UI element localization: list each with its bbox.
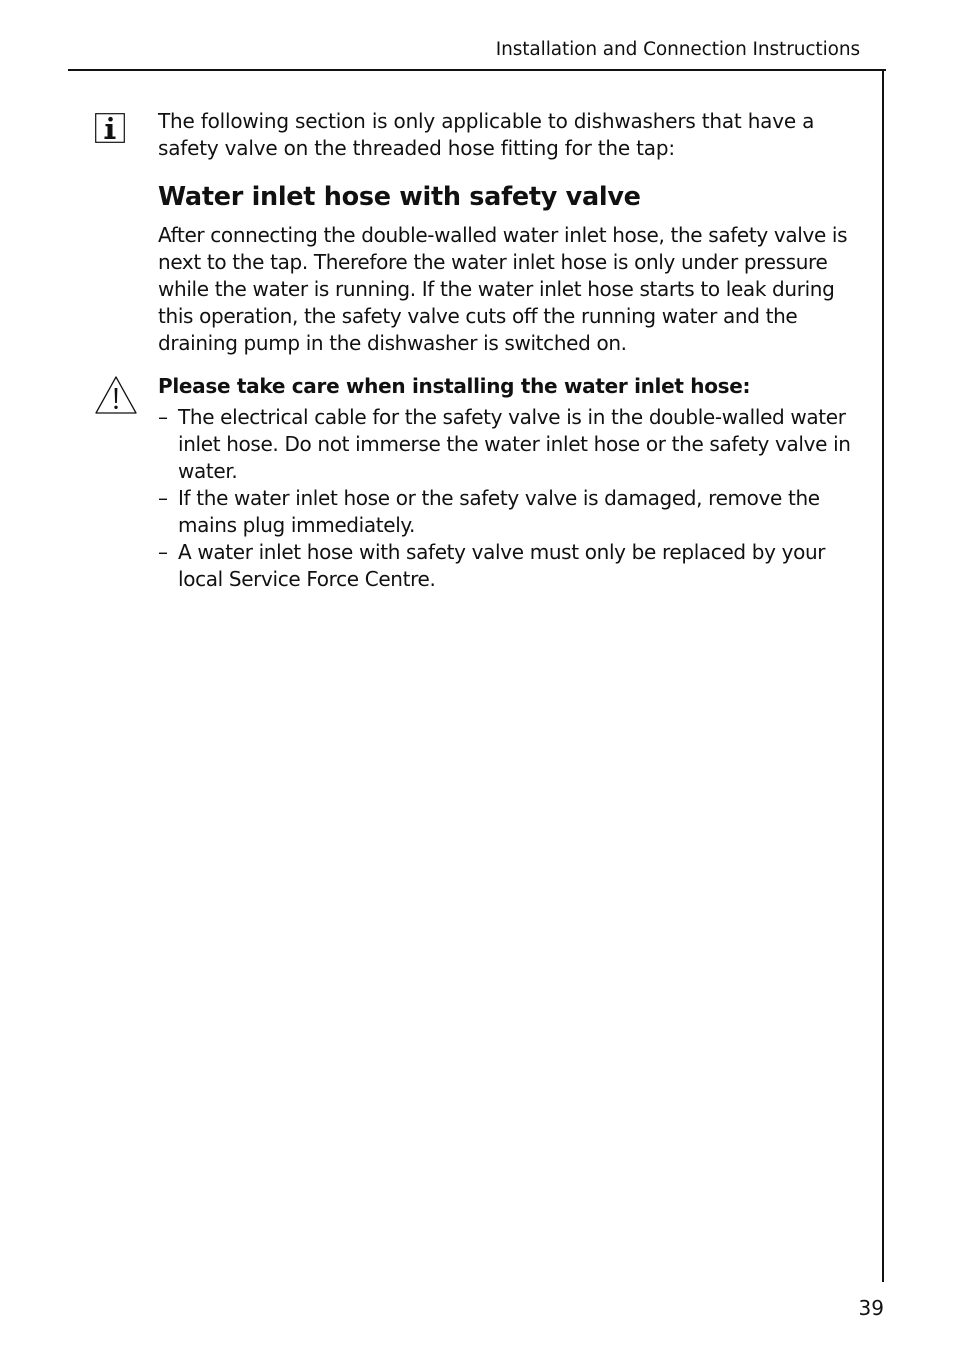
warning-list xyxy=(158,404,863,593)
warning-heading: Please take care when installing the water inlet hose: xyxy=(158,374,751,398)
intro-note: The following section is only applicable to dishwashers that have a safety valve on the threaded hose fitting for the tap: xyxy=(158,109,815,160)
list-item xyxy=(158,485,863,539)
list-item xyxy=(158,539,863,593)
section-title: Water inlet hose with safety valve xyxy=(158,182,641,212)
header-rule xyxy=(68,69,886,71)
list-item xyxy=(158,404,863,485)
warning-icon xyxy=(94,375,138,415)
list-item-text: If the water inlet hose or the safety valve is damaged, remove the mains plug immediately. xyxy=(178,486,820,537)
list-item-text: The electrical cable for the safety valve is in the double-walled water inlet hose. Do not immerse the water inlet hose or the safety valve in water. xyxy=(178,405,851,483)
info-icon xyxy=(95,113,125,143)
running-header: Installation and Connection Instructions xyxy=(495,39,860,60)
bullet-dash: – xyxy=(158,486,168,510)
bullet-dash: – xyxy=(158,405,168,429)
page-number: 39 xyxy=(858,1296,884,1320)
section-body: After connecting the double-walled water inlet hose, the safety valve is next to the tap. Therefore the water inlet hose is only under pressure while the water is running. If the water inlet hose starts to leak during this operation, the safety valve cuts off the running water and the draining pump in the dishwasher is switched on. xyxy=(158,223,848,355)
list-item-text: A water inlet hose with safety valve must only be replaced by your local Service Force Centre. xyxy=(178,540,826,591)
bullet-dash: – xyxy=(158,540,168,564)
side-rule xyxy=(882,69,884,1282)
